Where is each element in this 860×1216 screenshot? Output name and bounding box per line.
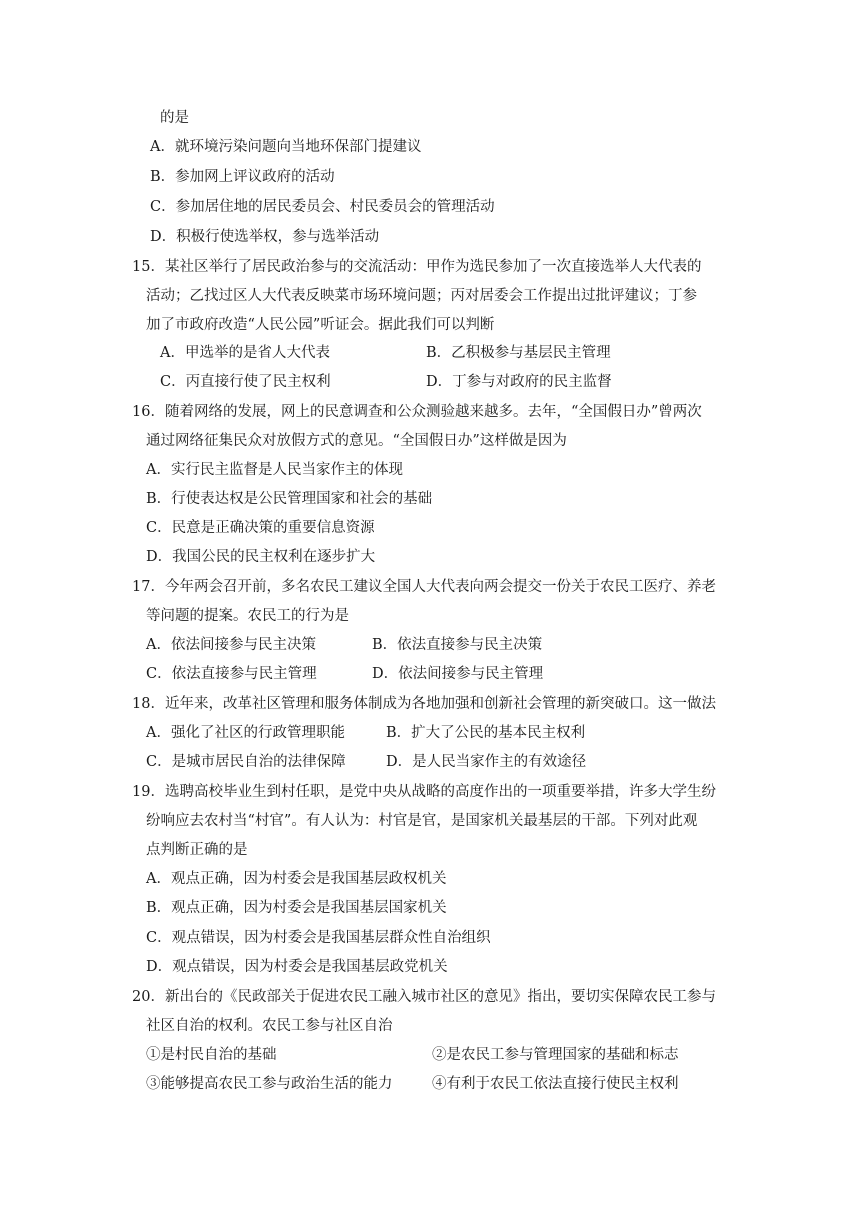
q15-stem-line-1: 15．某社区举行了居民政治参与的交流活动：甲作为选民参加了一次直接选举人大代表的 xyxy=(132,259,702,275)
q19-stem-line-1: 19．选聘高校毕业生到村任职，是党中央从战略的高度作出的一项重要举措，许多大学生纷 xyxy=(132,784,716,800)
q16-option-d: D．我国公民的民主权利在逐步扩大 xyxy=(146,549,376,565)
q20-stem-line-1: 20．新出台的《民政部关于促进农民工融入城市社区的意见》指出，要切实保障农民工参与 xyxy=(132,989,716,1005)
q17-option-a: A．依法间接参与民主决策 xyxy=(146,637,316,653)
q16-option-b: B．行使表达权是公民管理国家和社会的基础 xyxy=(146,491,433,507)
q15-option-b: B．乙积极参与基层民主管理 xyxy=(426,345,611,361)
q15-option-a: A．甲选举的是省人大代表 xyxy=(160,345,330,361)
q17-stem-line-2: 等问题的提案。农民工的行为是 xyxy=(146,608,349,624)
q20-stem-line-2: 社区自治的权利。农民工参与社区自治 xyxy=(146,1018,393,1034)
q15-stem-line-2: 活动；乙找过区人大代表反映菜市场环境问题；丙对居委会工作提出过批评建议；丁参 xyxy=(146,288,697,304)
q18-option-b: B．扩大了公民的基本民主权利 xyxy=(386,725,586,741)
q17-option-b: B．依法直接参与民主决策 xyxy=(372,637,543,653)
q16-option-a: A．实行民主监督是人民当家作主的体现 xyxy=(146,462,403,478)
q19-stem-line-3: 点判断正确的是 xyxy=(146,842,248,858)
q19-option-d: D．观点错误，因为村委会是我国基层政党机关 xyxy=(146,959,448,975)
q20-option-4: ④有利于农民工依法直接行使民主权利 xyxy=(432,1076,679,1092)
q18-option-d: D．是人民当家作主的有效途径 xyxy=(386,754,587,770)
q18-stem-line-1: 18．近年来，改革社区管理和服务体制成为各地加强和创新社会管理的新突破口。这一做法 xyxy=(132,696,716,712)
q15-stem-line-3: 加了市政府改造“人民公园”听证会。据此我们可以判断 xyxy=(146,317,495,333)
q16-option-c: C．民意是正确决策的重要信息资源 xyxy=(146,520,375,536)
q14-option-d: D．积极行使选举权，参与选举活动 xyxy=(150,229,380,245)
q20-option-3: ③能够提高农民工参与政治生活的能力 xyxy=(146,1076,393,1092)
q18-option-c: C．是城市居民自治的法律保障 xyxy=(146,754,346,770)
q16-stem-line-2: 通过网络征集民众对放假方式的意见。“全国假日办”这样做是因为 xyxy=(146,433,567,449)
q19-option-a: A．观点正确，因为村委会是我国基层政权机关 xyxy=(146,871,447,887)
q19-option-b: B．观点正确，因为村委会是我国基层国家机关 xyxy=(146,900,447,916)
q14-option-a: A．就环境污染问题向当地环保部门提建议 xyxy=(150,139,422,155)
q17-stem-line-1: 17．今年两会召开前，多名农民工建议全国人大代表向两会提交一份关于农民工医疗、养老 xyxy=(132,579,716,595)
q19-option-c: C．观点错误，因为村委会是我国基层群众性自治组织 xyxy=(146,930,491,946)
q15-option-d: D．丁参与对政府的民主监督 xyxy=(426,374,612,390)
q14-option-b: B．参加网上评议政府的活动 xyxy=(150,169,335,185)
q14-stem-cont: 的是 xyxy=(160,110,189,126)
q20-option-2: ②是农民工参与管理国家的基础和标志 xyxy=(432,1047,679,1063)
q14-option-c: C．参加居住地的居民委员会、村民委员会的管理活动 xyxy=(150,199,495,215)
q16-stem-line-1: 16．随着网络的发展，网上的民意调查和公众测验越来越多。去年，“全国假日办”曾两次 xyxy=(132,404,702,420)
q15-option-c: C．丙直接行使了民主权利 xyxy=(160,374,331,390)
q18-option-a: A．强化了社区的行政管理职能 xyxy=(146,725,345,741)
q19-stem-line-2: 纷响应去农村当“村官”。有人认为：村官是官，是国家机关最基层的干部。下列对此观 xyxy=(146,813,698,829)
q20-option-1: ①是村民自治的基础 xyxy=(146,1047,277,1063)
q17-option-c: C．依法直接参与民主管理 xyxy=(146,666,317,682)
q17-option-d: D．依法间接参与民主管理 xyxy=(372,666,544,682)
